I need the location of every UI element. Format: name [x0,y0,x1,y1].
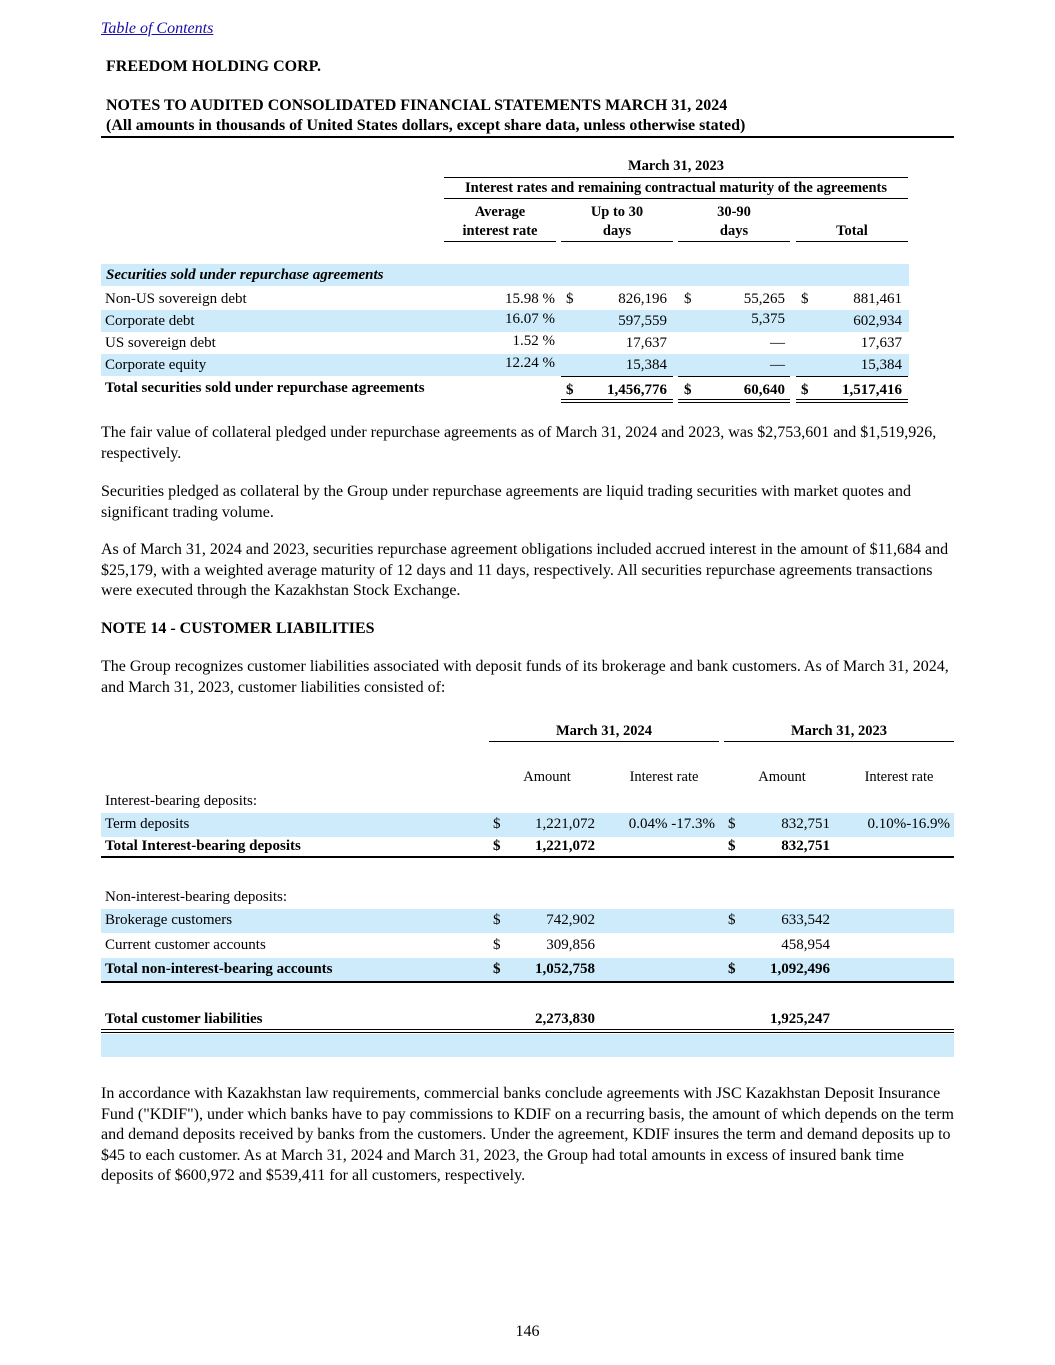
row-total: 881,461 [853,291,902,307]
row-rate: 16.07 % [505,311,555,327]
amount-2023: 832,751 [781,816,830,832]
currency: $ [684,382,692,398]
double-underline [678,399,790,403]
interest-bearing-label: Interest-bearing deposits: [105,793,258,809]
section-row [101,264,909,286]
currency: $ [493,961,501,977]
col-group-2024: March 31, 2024 [556,723,652,739]
page-number: 146 [515,1323,540,1340]
col-header-line: Up to 30 [590,204,644,220]
row-label: Total securities sold under repurchase agreements [105,380,425,396]
currency: $ [801,291,809,307]
paragraph-collateral-securities: Securities pledged as collateral by the Group under repurchase agreements are liquid trading securities with market quotes and significant trading volume. [101,483,911,521]
col-header-line: Average [474,204,526,220]
amount-2024: 2,273,830 [535,1011,595,1027]
currency: $ [728,816,736,832]
company-name: FREEDOM HOLDING CORP. [106,58,321,75]
divider [724,741,954,742]
double-underline [561,399,673,403]
row-30-90: 60,640 [743,382,785,398]
double-underline [101,1029,954,1033]
amount-2023: 832,751 [781,838,830,854]
divider [796,241,908,242]
row-total: 1,517,416 [842,382,902,398]
row-label: Corporate equity [105,357,207,373]
table-row [101,909,954,933]
currency: $ [728,912,736,928]
non-interest-bearing-label: Non-interest-bearing deposits: [105,889,288,905]
row-label: Total customer liabilities [105,1011,263,1027]
table-row [101,813,954,837]
row-30-90: — [770,335,785,351]
currency: $ [566,291,574,307]
amount-2023: 1,925,247 [770,1011,830,1027]
paragraph-collateral-fair-value: The fair value of collateral pledged under repurchase agreements as of March 31, 2024 and 2023, was $2,753,601 and $1,519,926, respectively. [101,424,937,462]
currency: $ [493,838,501,854]
double-underline [796,399,908,403]
col-header-up-to-30 [561,203,673,241]
divider [444,198,908,199]
divider [444,177,908,178]
currency: $ [684,291,692,307]
col-header-total: Total [836,223,868,239]
col-header-amount-2023: Amount [758,769,806,785]
row-up30: 15,384 [625,357,667,373]
currency: $ [493,937,501,953]
table-row [101,332,909,354]
col-header-rate-2024: Interest rate [629,769,699,785]
row-label: Term deposits [105,816,190,832]
row-up30: 826,196 [618,291,667,307]
row-30-90: — [770,357,785,373]
currency: $ [493,816,501,832]
row-30-90: 5,375 [751,311,785,327]
row-label: US sovereign debt [105,335,216,351]
repo-table-date: March 31, 2023 [628,158,724,174]
row-up30: 597,559 [618,313,667,329]
currency: $ [566,382,574,398]
amount-2023: 1,092,496 [770,961,830,977]
table-row [101,934,954,958]
divider [561,241,673,242]
table-of-contents-link[interactable]: Table of Contents [101,20,214,37]
divider [101,856,954,858]
amount-2024: 1,221,072 [535,838,595,854]
row-label: Brokerage customers [105,912,233,928]
notes-subtitle: (All amounts in thousands of United States dollars, except share data, unless otherwise stated) [106,117,746,134]
rate-2024: 0.04% -17.3% [628,816,715,832]
row-total: 15,384 [860,357,902,373]
currency: $ [728,961,736,977]
col-group-2023: March 31, 2023 [791,723,887,739]
divider [489,741,719,742]
total-row [101,377,909,399]
row-label: Non-US sovereign debt [105,291,247,307]
total-row [101,958,954,982]
row-up30: 1,456,776 [607,382,667,398]
col-header-avg-rate [444,203,556,241]
col-header-line: days [719,223,749,239]
table-row [101,354,909,376]
row-up30: 17,637 [625,335,667,351]
row-label: Corporate debt [105,313,195,329]
amount-2023: 633,542 [781,912,830,928]
empty-shaded-row [101,1034,954,1057]
amount-2024: 742,902 [546,912,595,928]
divider [101,981,954,983]
amount-2024: 1,221,072 [535,816,595,832]
paragraph-accrued-interest: As of March 31, 2024 and 2023, securities repurchase agreement obligations included accrued interest in the amount of $11,684 and $25,179, with a weighted average maturity of 12 days and 11 days, respectively. All securities repurchase agreements transactions were executed through the Kazakhstan Stock Exchange. [101,541,949,599]
section-label: Securities sold under repurchase agreements [106,267,384,283]
currency: $ [493,912,501,928]
paragraph-customer-liabilities: The Group recognizes customer liabilities associated with deposit funds of its brokerage and bank customers. As of March 31, 2024, and March 31, 2023, customer liabilities consisted of: [101,658,949,696]
row-label: Total Interest-bearing deposits [105,838,301,854]
divider [444,241,556,242]
row-rate: 1.52 % [512,333,555,349]
rate-2023: 0.10%-16.9% [867,816,950,832]
repo-table-subtitle: Interest rates and remaining contractual maturity of the agreements [464,180,888,196]
row-label: Current customer accounts [105,937,266,953]
col-header-amount-2024: Amount [523,769,571,785]
col-header-line: interest rate [462,223,538,239]
currency: $ [728,838,736,854]
currency: $ [801,382,809,398]
table-row [101,288,909,310]
notes-title-line: NOTES TO AUDITED CONSOLIDATED FINANCIAL STATEMENTS MARCH 31, 2024 [106,97,728,114]
paragraph-kdif: In accordance with Kazakhstan law requirements, commercial banks conclude agreements with JSC Kazakhstan Deposit Insurance Fund ("KDIF"), under which banks have to pay commissions to KDIF on a recurring basis, the amount of which depends on the term and demand deposits received by banks from the customers. Under the agreement, KDIF insures the term and demand deposits up to $45 to each customer. As at March 31, 2024 and March 31, 2023, the Group had total amounts in excess of insured bank time deposits of $600,972 and $539,411 for all customers, respectively. [101,1085,954,1184]
amount-2024: 1,052,758 [535,961,595,977]
table-row [101,310,909,332]
col-header-rate-2023: Interest rate [864,769,934,785]
col-header-line: days [602,223,632,239]
divider [678,241,790,242]
amount-2024: 309,856 [546,937,595,953]
col-header-line: 30-90 [717,204,751,220]
row-total: 17,637 [860,335,902,351]
row-total: 602,934 [853,313,902,329]
col-header-30-90 [678,203,790,241]
row-30-90: 55,265 [743,291,785,307]
row-label: Total non-interest-bearing accounts [105,961,333,977]
notes-title [106,96,745,136]
header-divider [101,136,954,138]
row-rate: 15.98 % [505,291,555,307]
row-rate: 12.24 % [505,355,555,371]
amount-2023: 458,954 [781,937,830,953]
note-14-title: NOTE 14 - CUSTOMER LIABILITIES [101,620,375,637]
